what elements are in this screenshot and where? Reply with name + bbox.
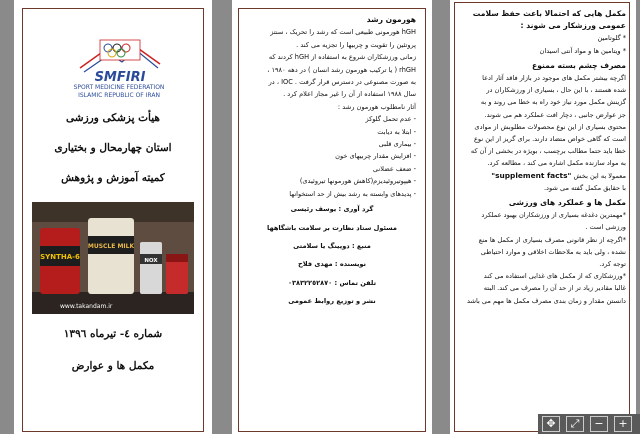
panel2-list-item: - هیپوتیروئیدیزم(کاهش هورمونها تیروئیدی)	[299, 177, 416, 186]
issue-subject: مکمل ها و عوارض	[71, 360, 155, 372]
panel2-list-item: - افزایش مقدار چربیهای خون	[335, 152, 416, 161]
svg-text:NOX: NOX	[144, 258, 158, 264]
svg-text:SYNTHA-6: SYNTHA-6	[40, 253, 80, 261]
panel2-line: زمانی ورزشکاران شروع به استفاده از hGH کردند که	[268, 53, 416, 62]
svg-text:SMFIRI: SMFIRI	[94, 70, 146, 85]
fit-screen-icon[interactable]: ⤢	[566, 416, 584, 432]
panel2-list-item: - بیماری قلبی	[378, 140, 416, 149]
viewer-toolbar	[538, 414, 640, 434]
section3-line: *مهمترین دغدغه بسیاری از ورزشکاران بهبود عملکرد	[481, 211, 626, 220]
issue-number: شماره ٤- تیرماه ١٣٩٦	[63, 328, 163, 340]
section3-line: توجه کرد.	[599, 260, 626, 269]
section2-line: گزینش مکمل مورد نیاز خود راه به خطا می روند و به	[480, 98, 626, 107]
section2-line: است که گاهی خواص متضاد دارند. برای گریز از این نوع	[474, 135, 626, 144]
supplements-photo	[32, 202, 194, 314]
logo-caption-line1: SPORT MEDICINE FEDERATION	[73, 84, 165, 91]
section3-line: دانستن مقدار و زمان بندی مصرف مکمل ها مهم می باشد	[466, 296, 626, 305]
distribution-line: نشر و توزیع روابط عمومی	[288, 297, 376, 306]
section3-line: ورزشی است .	[585, 223, 626, 232]
panel2-line: سال ۱۹۸۸ استفاده از آن را غیر مجاز اعلام کرد .	[283, 90, 416, 99]
cover-panel	[14, 0, 212, 434]
panel3-body	[460, 8, 626, 307]
panel2-body	[248, 14, 416, 308]
section3-title: مکمل ها و عملکرد های ورزشی	[508, 198, 626, 208]
section2-line: اگرچه بیشتر مکمل های موجود در بازار فاقد آثار ادعا	[482, 74, 626, 83]
svg-text:www.takandam.ir: www.takandam.ir	[60, 303, 113, 310]
section2-line: جز عوارض جانبی ، دچار افت عملکرد هم می شوند.	[484, 110, 626, 119]
supplement-facts-pre: معمولا به این بخش	[573, 171, 626, 180]
supplement-facts-line	[460, 170, 626, 182]
heading-sport-medicine: هیأت پزشکی ورزشی	[66, 112, 160, 124]
zoom-out-icon[interactable]: −	[590, 416, 608, 432]
writer-line: نویسنده : مهدی فلاح	[297, 260, 367, 269]
section2-line: خطا باید حتما مطالب برچسب ، بویژه در بخشی از آن که	[470, 147, 626, 156]
panel3-item: * ویتامین ها و مواد آنتی اسیدان	[539, 46, 626, 55]
section3-line: *ورزشکاری که از مکمل های غذایی استفاده می کند	[483, 272, 626, 281]
heading-province: استان چهارمحال و بختیاری	[54, 142, 172, 154]
move-icon[interactable]: ✥	[542, 416, 560, 432]
panel3-title: مکمل هایی که احتمالا باعث حفظ سلامت عمومی ورزشکار می شوند :	[472, 9, 626, 31]
panel2-line: rhGH ( یا ترکیب هورمون رشد انسان ) در دهه ۱۹۸۰ ،	[267, 65, 416, 74]
supplements-panel	[450, 0, 636, 434]
responsible-line: مسئول ستاد نظارت بر سلامت باشگاهها	[267, 223, 397, 232]
author-line: گرد آوری : یوسف رئیسی	[290, 205, 374, 214]
section3-line: غالبا مقادیر زیاد تر از حد آن را مصرف می کند. البته	[483, 284, 626, 293]
panel3-item: * گلوتامین	[597, 34, 626, 43]
logo-caption-line2: ISLAMIC REPUBLIC OF IRAN	[78, 91, 160, 99]
zoom-in-icon[interactable]: +	[614, 416, 632, 432]
panel2-line: hGH هورمونی طبیعی است که رشد را تحریک ، سنتز	[270, 28, 416, 37]
source-line: منبع : دوپینگ یا سلامتی	[293, 241, 371, 250]
supplement-facts-post: با حقایق مکمل گفته می شود.	[543, 183, 626, 192]
panel2-list-item: - ابتلا به دیابت	[377, 127, 416, 136]
svg-text:MUSCLE MILK: MUSCLE MILK	[87, 243, 135, 250]
section3-line: *اگرچه از نظر قانونی مصرف بسیاری از مکمل ها منع	[478, 235, 626, 244]
panel2-line: پروتئین را تقویت و چربیها را تجزیه می کند .	[296, 40, 416, 49]
section2-title: مصرف چشم بسته ممنوع	[532, 60, 626, 70]
heading-committee: کمیته آموزش و پژوهش	[61, 172, 165, 184]
phone-line: تلفن تماس : ٠٣٨٣٢٢٥٢٨٧٠	[287, 278, 377, 287]
panel2-line: به صورت مصنوعی در دسترس قرار گرفت . IOC ، در	[268, 78, 416, 87]
section2-line: محتوی بسیاری از این نوع محصولات مطلوبش از موادی	[474, 122, 626, 131]
panel2-list-item: - ضعف عضلانی	[372, 164, 416, 173]
growth-hormone-panel	[232, 0, 432, 434]
panel2-list-item: - عدم تحمل گلوکز	[365, 115, 416, 124]
panel2-line: آثار نامطلوب هورمون رشد :	[337, 102, 416, 111]
supplements-photo-drawing	[32, 202, 194, 314]
section3-line: نشده ، ولی باید به ملاحظات اخلاقی و موارد احتیاطی	[480, 247, 626, 256]
panel2-title: هورمون رشد	[366, 15, 416, 24]
section2-line: شده هستند ، با این حال ، بسیاری از ورزشکاران در	[486, 86, 626, 95]
panel2-list-item: - پدیدهای وابسته به رشد بیش از حد استخوانها	[289, 189, 416, 198]
supplement-facts-term: "supplement facts"	[491, 170, 572, 180]
section2-line: به مواد سازنده مکمل اشاره می کند ، مطالعه کرد.	[487, 159, 626, 168]
logo-caption	[54, 84, 184, 99]
